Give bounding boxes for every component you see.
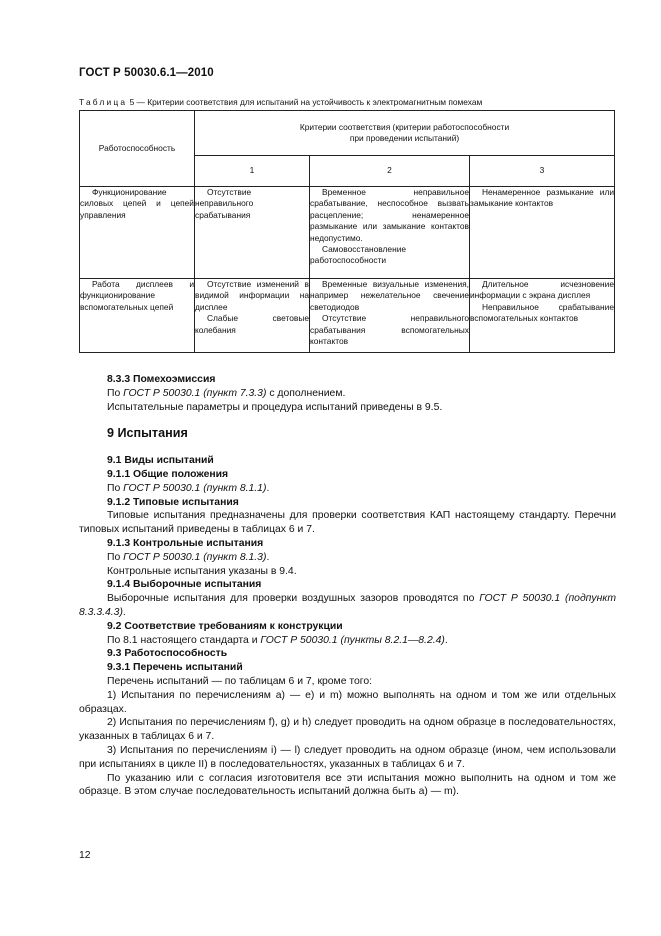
- col-number-2: 2: [310, 156, 470, 187]
- table-row: [80, 187, 615, 279]
- section-92-title: 9.2 Соответствие требованиям к конструкции: [107, 620, 343, 632]
- cell-criterion-2: Временные визуальные изменения, например нежелательное свечение светодиодов Отсутствие неправильного срабатывания вспомогательных контактов: [310, 279, 470, 353]
- section-914-text: Выборочные испытания для проверки воздушных зазоров проводятся по ГОСТ Р 50030.1 (подпункт 8.3.3.4.3).: [79, 593, 616, 618]
- col-number-3: 3: [470, 156, 615, 187]
- criteria-header-line1: Критерии соответствия (критерии работоспособности: [299, 121, 510, 132]
- section-833-ref: По ГОСТ Р 50030.1 (пункт 7.3.3) с дополнением.: [107, 387, 346, 399]
- section-833-title: 8.3.3 Помехоэмиссия: [107, 374, 216, 385]
- row-label: Работа дисплеев и функционирование вспомогательных цепей: [80, 279, 195, 353]
- table-caption-text: 5 — Критерии соответствия для испытаний на устойчивость к электромагнитным помехам: [127, 97, 483, 107]
- section-913-title: 9.1.3 Контрольные испытания: [107, 537, 264, 549]
- list-item: 2) Испытания по перечислениям f), g) и h) следует проводить на одном образце в последовательностях, указанных в таблицах 6 и 7.: [79, 717, 616, 743]
- section-91-title: 9.1 Виды испытаний: [107, 455, 214, 467]
- section-9-title: 9 Испытания: [107, 426, 188, 441]
- col-header-performance: Работоспособность: [80, 111, 195, 187]
- list-item: 3) Испытания по перечислениям i) — l) следует проводить на одном образце (ином, чем использовали при испытаниях в цикле II) в последовательностях, указанных в таблицах 6 и 7.: [79, 744, 616, 770]
- section-911-title: 9.1.1 Общие положения: [107, 468, 229, 480]
- row-label: Функционирование силовых цепей и цепей управления: [80, 187, 195, 279]
- section-931-note: По указанию или с согласия изготовителя все эти испытания можно выполнить на одном и том же образце. В этом случае последовательность испытаний должна быть a) — m).: [79, 772, 616, 798]
- cell-criterion-3: Ненамеренное размыкание или замыкание контактов: [470, 187, 615, 279]
- section-912-text: Типовые испытания предназначены для проверки соответствия КАП настоящему стандарту. Перечни типовых испытаний приведены в таблицах 6 и 7.: [79, 510, 616, 536]
- cell-criterion-1: Отсутствие неправильного срабатывания: [195, 187, 310, 279]
- cell-criterion-2: Временное неправильное срабатывание, неспособное вызвать расцепление; ненамеренное размыкание или замыкание контактов недопустимо. Самовосстановление работоспособности: [310, 187, 470, 279]
- section-93-title: 9.3 Работоспособность: [107, 648, 228, 660]
- section-833-text: Испытательные параметры и процедура испытаний приведены в 9.5.: [107, 401, 443, 413]
- body-text: [79, 373, 616, 799]
- col-header-criteria: [195, 111, 615, 156]
- section-931-intro: Перечень испытаний — по таблицам 6 и 7, кроме того:: [107, 675, 373, 687]
- list-item: 1) Испытания по перечислениям a) — e) и m) можно выполнять на одном и том же или отдельных образцах.: [79, 689, 616, 715]
- section-912-title: 9.1.2 Типовые испытания: [107, 496, 239, 508]
- page-number: 12: [79, 850, 91, 861]
- section-911-ref: По ГОСТ Р 50030.1 (пункт 8.1.1).: [107, 482, 270, 494]
- section-913-ref: По ГОСТ Р 50030.1 (пункт 8.1.3).: [107, 551, 270, 563]
- table-row: [80, 279, 615, 353]
- cell-criterion-3: Длительное исчезновение информации с экрана дисплея Неправильное срабатывание вспомогательных контактов: [470, 279, 615, 353]
- section-914-title: 9.1.4 Выборочные испытания: [107, 579, 262, 591]
- section-92-text: По 8.1 настоящего стандарта и ГОСТ Р 50030.1 (пункты 8.2.1—8.2.4).: [107, 634, 448, 646]
- col-number-1: 1: [195, 156, 310, 187]
- section-931-title: 9.3.1 Перечень испытаний: [107, 662, 243, 674]
- cell-criterion-1: Отсутствие изменений в видимой информации на дисплее Слабые световые колебания: [195, 279, 310, 353]
- table-caption-word: Таблица: [79, 97, 128, 107]
- section-913-text: Контрольные испытания указаны в 9.4.: [107, 565, 297, 577]
- document-code-header: ГОСТ Р 50030.6.1—2010: [79, 67, 214, 79]
- criteria-header-line2: при проведении испытаний): [349, 133, 460, 143]
- table-caption: [79, 97, 619, 107]
- criteria-table: [79, 110, 615, 353]
